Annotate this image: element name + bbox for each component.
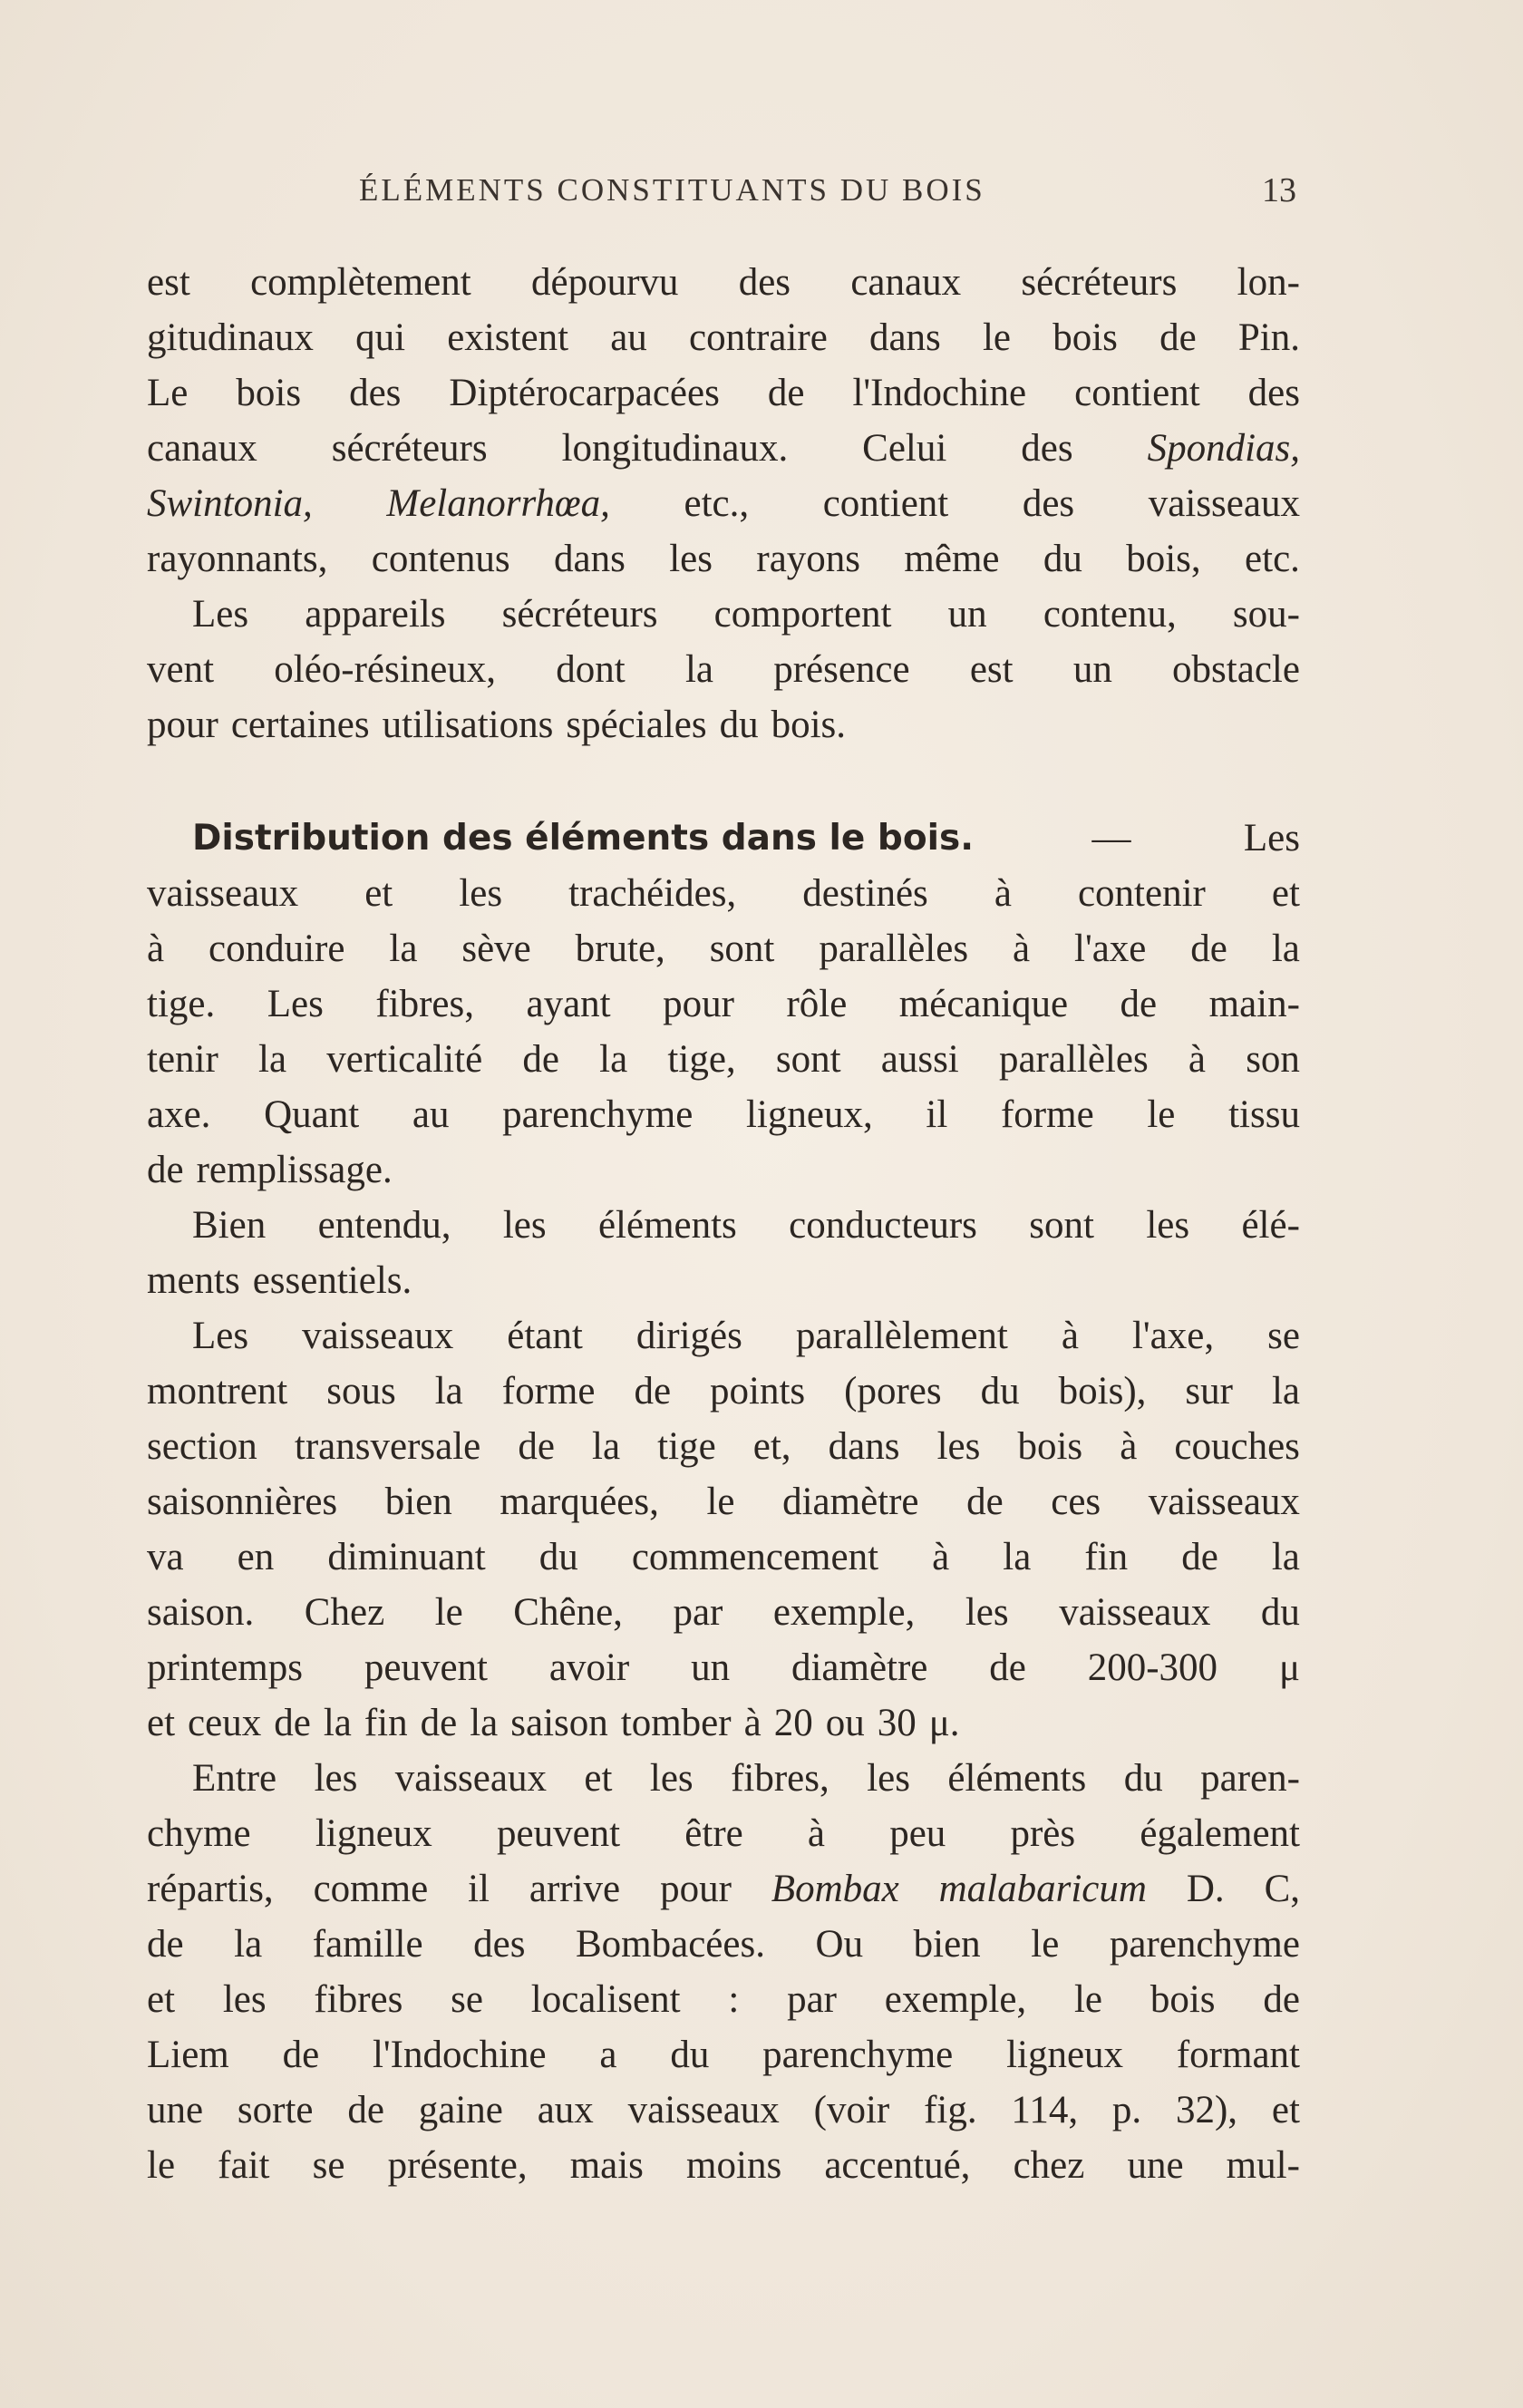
text-line: gitudinaux qui existent au contraire dans le bois de Pin. — [147, 316, 1300, 359]
page-number: 13 — [1262, 171, 1296, 209]
running-title: ÉLÉMENTS CONSTITUANTS DU BOIS — [359, 172, 985, 208]
text-line: Liem de l'Indochine a du parenchyme ligneux formant — [147, 2034, 1300, 2076]
text-line: tige. Les fibres, ayant pour rôle mécanique de main- — [147, 983, 1300, 1025]
text-line: vaisseaux et les trachéides, destinés à contenir et — [147, 872, 1300, 915]
text-line: Les appareils sécréteurs comportent un contenu, sou- — [192, 593, 1300, 636]
text-line: printemps peuvent avoir un diamètre de 200-300 μ — [147, 1646, 1300, 1689]
text-line: Le bois des Diptérocarpacées de l'Indochine contient des — [147, 372, 1300, 414]
text-line: chyme ligneux peuvent être à peu près également — [147, 1812, 1300, 1855]
text-line: saisonnières bien marquées, le diamètre de ces vaisseaux — [147, 1481, 1300, 1523]
text-line: pour certaines utilisations spéciales du bois. — [147, 704, 846, 746]
text-line: le fait se présente, mais moins accentué, chez une mul- — [147, 2144, 1300, 2187]
text-line: axe. Quant au parenchyme ligneux, il forme le tissu — [147, 1093, 1300, 1136]
text-line: va en diminuant du commencement à la fin de la — [147, 1536, 1300, 1578]
text-line: ments essentiels. — [147, 1259, 412, 1302]
section-gap — [147, 752, 1300, 811]
text-line: montrent sous la forme de points (pores du bois), sur la — [147, 1370, 1300, 1413]
text-line: rayonnants, contenus dans les rayons même du bois, etc. — [147, 538, 1300, 580]
text-line: Les vaisseaux étant dirigés parallèlement à l'axe, se — [192, 1315, 1300, 1357]
text-line: de la famille des Bombacées. Ou bien le parenchyme — [147, 1923, 1300, 1966]
text-line: section transversale de la tige et, dans les bois à couches — [147, 1425, 1300, 1468]
section-heading: Distribution des éléments dans le bois. — [192, 818, 975, 859]
text-line: de remplissage. — [147, 1149, 393, 1191]
body-text — [147, 255, 1300, 2193]
text-line: une sorte de gaine aux vaisseaux (voir fig. 114, p. 32), et — [147, 2089, 1300, 2131]
text-line: répartis, comme il arrive pour Bombax malabaricum D. C, — [147, 1868, 1300, 1910]
text-line: Bien entendu, les éléments conducteurs sont les élé- — [192, 1204, 1300, 1247]
text-line: Swintonia, Melanorrhœa, etc., contient des vaisseaux — [147, 482, 1300, 525]
text-line: saison. Chez le Chêne, par exemple, les vaisseaux du — [147, 1591, 1300, 1634]
running-header — [150, 172, 1296, 218]
text-line: canaux sécréteurs longitudinaux. Celui des Spondias, — [147, 427, 1300, 470]
section-heading-line: Distribution des éléments dans le bois. — Les — [147, 811, 1300, 866]
text-line: et ceux de la fin de la saison tomber à 20 ou 30 μ. — [147, 1702, 960, 1744]
text-line: à conduire la sève brute, sont parallèles à l'axe de la — [147, 927, 1300, 970]
text-line: Entre les vaisseaux et les fibres, les éléments du paren- — [192, 1757, 1300, 1800]
text-line: est complètement dépourvu des canaux sécréteurs lon- — [147, 261, 1300, 304]
text-line: et les fibres se localisent : par exemple, le bois de — [147, 1978, 1300, 2021]
text-line: tenir la verticalité de la tige, sont aussi parallèles à son — [147, 1038, 1300, 1081]
text-line: vent oléo-résineux, dont la présence est un obstacle — [147, 648, 1300, 691]
